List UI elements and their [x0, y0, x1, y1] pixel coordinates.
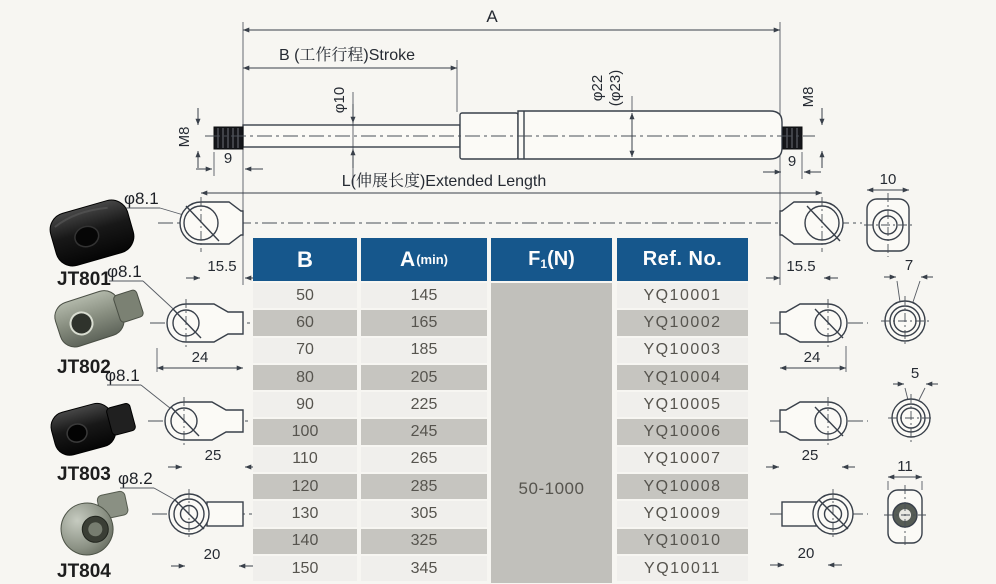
cell-b: 70 [253, 338, 357, 363]
cell-ref: YQ10009 [617, 501, 748, 526]
right-eyelet-drawing-2 [770, 299, 868, 372]
left-width-3: 25 [204, 447, 222, 464]
right-sideview-3 [888, 365, 938, 443]
right-sidewidth-3: 5 [910, 365, 920, 382]
column-force [491, 238, 612, 583]
right-eyelet-drawing-3 [766, 397, 868, 467]
cell-ref: YQ10004 [617, 365, 748, 390]
cell-ref: YQ10006 [617, 419, 748, 444]
cell-a: 285 [361, 474, 487, 499]
cell-b: 90 [253, 392, 357, 417]
thread-spec-right-label: M8 [800, 86, 817, 108]
cell-a: 225 [361, 392, 487, 417]
spec-table [253, 238, 748, 584]
right-ball-drawing-4 [770, 489, 868, 565]
cell-ref: YQ10007 [617, 447, 748, 472]
dim-l-label: L(伸展长度)Extended Length [341, 173, 547, 190]
cell-a: 325 [361, 529, 487, 554]
right-width-2: 24 [803, 349, 821, 366]
right-sidewidth-1: 10 [879, 171, 897, 188]
jt804-photo [55, 490, 135, 559]
jt803-label: JT803 [57, 464, 111, 485]
cell-ref: YQ10001 [617, 283, 748, 308]
dim-a-label: A [486, 7, 498, 26]
left-eyelet-drawing-2 [150, 299, 252, 372]
thread-right [783, 127, 802, 149]
cell-ref: YQ10005 [617, 392, 748, 417]
cell-ref: YQ10011 [617, 556, 748, 581]
bore-label-2: φ8.1 [107, 262, 142, 281]
bore-label-4: φ8.2 [118, 469, 153, 488]
left-ball-drawing-4 [152, 489, 253, 566]
cell-b: 150 [253, 556, 357, 581]
left-fittings [46, 189, 260, 582]
force-range-value: 50-1000 [518, 479, 585, 498]
cell-ref: YQ10003 [617, 338, 748, 363]
header-a [361, 238, 487, 281]
jt802-photo [51, 281, 147, 351]
header-b [253, 238, 357, 281]
cell-a: 345 [361, 556, 487, 581]
jt803-photo [48, 395, 139, 459]
header-a-sub: (min) [416, 252, 448, 267]
left-width-2: 24 [191, 349, 209, 366]
right-sidewidth-2: 7 [904, 257, 914, 274]
header-f [491, 238, 612, 281]
jt801-label: JT801 [57, 269, 111, 290]
cell-b: 130 [253, 501, 357, 526]
right-sideview-4 [884, 458, 926, 548]
left-eyelet-drawing-1 [180, 197, 260, 278]
header-ref-label: Ref. No. [642, 248, 723, 270]
cell-b: 110 [253, 447, 357, 472]
dim-b-label: B (工作行程)Stroke [278, 47, 416, 64]
header-b-label: B [297, 246, 313, 272]
thread-spec-left-label: M8 [176, 126, 193, 148]
right-width-3: 25 [801, 447, 819, 464]
cell-ref: YQ10010 [617, 529, 748, 554]
cell-a: 185 [361, 338, 487, 363]
header-ref [617, 238, 748, 281]
thread-length-right-label: 9 [787, 153, 797, 170]
cell-b: 50 [253, 283, 357, 308]
left-width-1: 15.5 [207, 258, 237, 275]
jt802-label: JT802 [57, 357, 111, 378]
right-sideview-2 [881, 257, 933, 347]
thread-left [214, 127, 243, 149]
header-a-main: A [400, 247, 416, 271]
jt804-label: JT804 [57, 561, 111, 582]
right-width-4: 20 [797, 545, 815, 562]
header-f-sub: 1 [540, 256, 548, 271]
right-fittings [766, 171, 938, 565]
tube-diameter-alt-label: (φ23) [607, 69, 624, 107]
left-width-4: 20 [203, 546, 221, 563]
cell-ref: YQ10002 [617, 310, 748, 335]
right-sideview-1 [864, 171, 912, 257]
cell-ref: YQ10008 [617, 474, 748, 499]
cell-b: 60 [253, 310, 357, 335]
tube-diameter-label: φ22 [589, 74, 606, 102]
cell-b: 120 [253, 474, 357, 499]
cell-a: 265 [361, 447, 487, 472]
cell-b: 100 [253, 419, 357, 444]
header-f-main: F [528, 248, 541, 270]
dim-extended-length [201, 172, 822, 193]
cell-a: 245 [361, 419, 487, 444]
header-f-rest: (N) [547, 248, 575, 270]
cell-b: 80 [253, 365, 357, 390]
right-sidewidth-4: 11 [897, 458, 913, 475]
thread-length-left-label: 9 [223, 150, 233, 167]
bore-label-1: φ8.1 [124, 189, 159, 208]
left-eyelet-drawing-3 [148, 397, 260, 467]
right-width-1: 15.5 [786, 258, 816, 275]
cell-a: 205 [361, 365, 487, 390]
dim-stroke [243, 46, 457, 68]
dim-overall-length [243, 7, 780, 30]
column-stroke [253, 238, 357, 583]
column-min-length [361, 238, 487, 583]
cell-a: 145 [361, 283, 487, 308]
rod-diameter-label: φ10 [331, 86, 348, 114]
cell-b: 140 [253, 529, 357, 554]
right-eyelet-drawing-1 [766, 197, 843, 278]
bore-label-3: φ8.1 [105, 366, 140, 385]
column-ref-no [617, 238, 748, 583]
cell-a: 305 [361, 501, 487, 526]
cell-a: 165 [361, 310, 487, 335]
force-range-cell [491, 283, 612, 583]
cylinder-tube [518, 111, 782, 159]
